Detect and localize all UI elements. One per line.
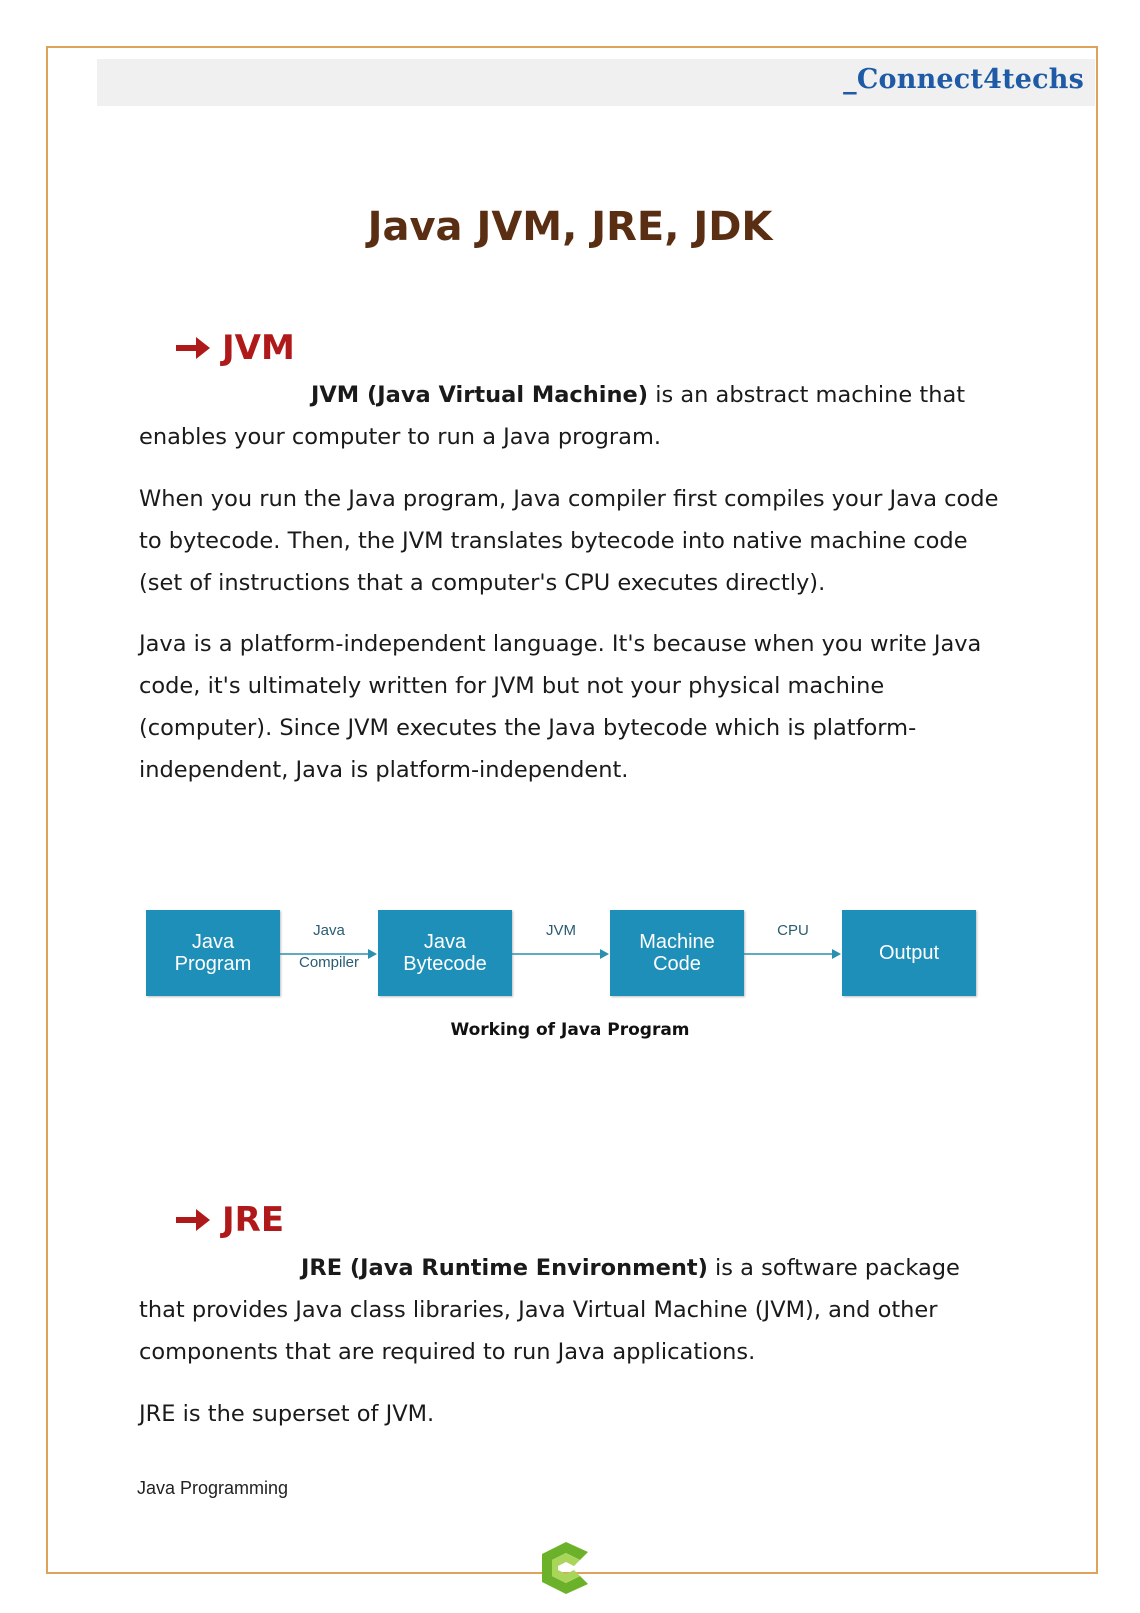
diagram-caption: Working of Java Program [450, 1020, 690, 1040]
jvm-definition-text: is an abstract machine that [648, 382, 966, 408]
jvm-intro-paragraph [139, 374, 999, 458]
diagram-box-output: Output [842, 910, 976, 996]
jvm-definition-cont: enables your computer to run a Java program. [139, 424, 662, 450]
footer-text: Java Programming [137, 1478, 289, 1498]
diagram-box-java-bytecode: Java Bytecode [378, 910, 512, 996]
jre-definition-text: is a software package [707, 1255, 960, 1281]
diagram-connector-jvm: JVM [512, 910, 610, 996]
jre-intro-paragraph [139, 1247, 999, 1373]
diagram-box-java-program: Java Program [146, 910, 280, 996]
page-title: Java JVM, JRE, JDK [367, 204, 773, 250]
jvm-heading-label: JVM [222, 328, 295, 368]
jre-definition-term: JRE (Java Runtime Environment) [301, 1255, 708, 1281]
jre-heading-label: JRE [222, 1200, 285, 1240]
arrow-right-icon [174, 333, 212, 363]
brand-name: _Connect4techs [843, 64, 1084, 95]
jvm-paragraph-2: When you run the Java program, Java compiler first compiles your Java code to bytecode. Then, the JVM translates bytecode into native machine code (set of instructions that a computer's CPU executes directly). [139, 486, 999, 596]
jvm-heading [174, 328, 295, 368]
arrow-right-icon [174, 1205, 212, 1235]
arrow-connector-icon [512, 948, 610, 960]
jre-paragraph-2: JRE is the superset of JVM. [139, 1401, 435, 1427]
jre-heading [174, 1200, 284, 1240]
jre-definition-cont: that provides Java class libraries, Java Virtual Machine (JVM), and other components that are required to run Java applications. [139, 1297, 938, 1365]
arrow-connector-icon [280, 948, 378, 960]
java-working-diagram [146, 910, 1006, 1002]
diagram-box-machine-code: Machine Code [610, 910, 744, 996]
diagram-connector-compiler: Java Compiler [280, 910, 378, 996]
jvm-definition-term: JVM (Java Virtual Machine) [311, 382, 649, 408]
diagram-connector-cpu: CPU [744, 910, 842, 996]
connect4techs-logo-icon [536, 1540, 596, 1596]
arrow-connector-icon [744, 948, 842, 960]
jvm-paragraph-3: Java is a platform-independent language. It's because when you write Java code, it's ultimately written for JVM but not your physical machine (computer). Since JVM executes the Java bytecode which is platform-independent, Java is platform-independent. [139, 631, 982, 783]
